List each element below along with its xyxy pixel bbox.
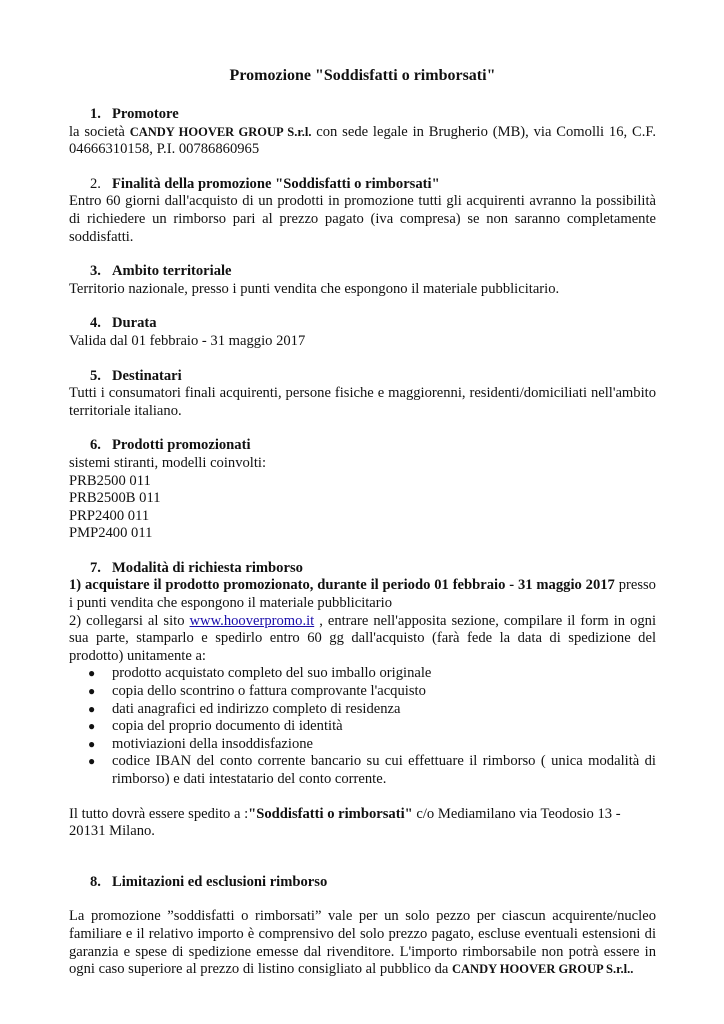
step-2-pre: 2) collegarsi al sito: [69, 612, 190, 629]
list-item: [69, 665, 656, 683]
list-item-text: prodotto acquistato completo del suo imballo originale: [112, 665, 432, 682]
model-item: PRB2500B 011: [69, 490, 161, 507]
step-2-post: , entrare nell'apposita sezione, compilare il form in ogni sua parte, stamparlo e spedirlo entro 60 gg dall'acquisto (farà fede la data di spedizione del prodotto) unitamente a:: [69, 612, 656, 664]
section-body: Territorio nazionale, presso i punti vendita che espongono il materiale pubblicitario.: [69, 280, 560, 297]
list-item: [69, 736, 656, 754]
section-heading: [90, 368, 656, 386]
list-item: [69, 683, 656, 701]
hooverpromo-link[interactable]: www.hooverpromo.it: [189, 612, 315, 629]
section-number: 2.: [90, 175, 101, 192]
section-ambito: [69, 263, 656, 298]
spacer: [69, 891, 656, 908]
shipping-bold: "Soddisfatti o rimborsati": [248, 805, 413, 822]
list-item-text: copia del proprio documento di identità: [112, 718, 343, 735]
section-heading: [90, 315, 656, 333]
section-heading: [90, 263, 656, 281]
bullet-icon: ●: [88, 684, 96, 699]
section-title: Promotore: [112, 106, 179, 122]
list-item-text: motiviazioni della insoddisfazione: [112, 735, 314, 752]
section-heading: [90, 560, 656, 578]
list-item: [69, 718, 656, 736]
body-text: La promozione ”soddisfatti o rimborsati” vale per un solo pezzo per ciascun acquirente/nucleo familiare e il relativo importo è comprensivo del solo prezzo pagato, escluse eventuali estensioni di garanzia e spese di spedizione emesse dal rivenditore. L'importo rimborsabile non potrà essere in ogni caso superiore al prezzo di listino consigliato al pubblico da: [69, 908, 656, 978]
section-title: Destinatari: [112, 367, 182, 384]
section-body: Entro 60 giorni dall'acquisto di un prodotti in promozione tutti gli acquirenti avranno la possibilità di richiedere un rimborso pari al prezzo pagato (iva compresa) se non saranno completamente soddisfatti.: [69, 193, 656, 245]
shipping-pre: Il tutto dovrà essere spedito a :: [69, 805, 249, 822]
list-item-text: codice IBAN del conto corrente bancario su cui effettuare il rimborso ( unica modalità di rimborso) e dati intestatario del conto corrente.: [112, 753, 656, 787]
section-body: Valida dal 01 febbraio - 31 maggio 2017: [69, 332, 306, 349]
step-1-rest: presso i punti vendita che espongono il materiale pubblicitario: [69, 577, 656, 612]
section-number: 3.: [90, 263, 101, 280]
section-number: 1.: [90, 106, 101, 122]
body-text: con sede legale in Brugherio (MB), via Comolli 16, C.F. 04666310158, P.I. 00786860965: [69, 123, 656, 158]
section-number: 7.: [90, 559, 101, 576]
section-body: [69, 908, 656, 978]
step-2: [69, 613, 656, 666]
section-heading: [90, 437, 656, 455]
section-modalita: [69, 560, 656, 841]
list-item: [69, 753, 656, 788]
model-item: PRP2400 011: [69, 507, 150, 524]
section-number: 5.: [90, 367, 101, 384]
required-documents-list: [69, 665, 656, 788]
list-item: [69, 701, 656, 719]
section-title: Limitazioni ed esclusioni rimborso: [112, 873, 328, 890]
section-title: Modalità di richiesta rimborso: [112, 559, 303, 576]
document-title: Promozione "Soddisfatti o rimborsati": [229, 67, 496, 84]
section-prodotti: [69, 437, 656, 543]
section-body: Tutti i consumatori finali acquirenti, persone fisiche e maggiorenni, residenti/domiciliati nell'ambito territoriale italiano.: [69, 385, 656, 419]
section-promotore: [69, 106, 656, 159]
document-page: [69, 66, 656, 996]
section-heading: [90, 106, 656, 124]
shipping-instructions: [69, 806, 656, 841]
spacer: [69, 841, 656, 874]
products-intro: sistemi stiranti, modelli coinvolti:: [69, 454, 267, 471]
bullet-icon: ●: [88, 701, 96, 716]
list-item-text: dati anagrafici ed indirizzo completo di residenza: [112, 700, 401, 717]
section-heading: [90, 176, 656, 194]
section-durata: [69, 315, 656, 350]
model-item: PRB2500 011: [69, 472, 151, 489]
shipping-post: c/o Mediamilano via Teodosio 13 - 20131 Milano.: [69, 805, 621, 840]
step-1: [69, 577, 656, 612]
section-finalita: [69, 176, 656, 246]
section-title: Durata: [112, 315, 157, 332]
section-number: 6.: [90, 437, 101, 454]
section-number: 4.: [90, 315, 101, 332]
section-title: Prodotti promozionati: [112, 437, 251, 454]
section-body: [69, 124, 656, 159]
spacer: [69, 789, 656, 806]
bullet-icon: ●: [88, 754, 96, 769]
company-name: CANDY HOOVER GROUP S.r.l.: [129, 124, 312, 139]
body-text: la società: [69, 123, 130, 140]
model-item: PMP2400 011: [69, 525, 153, 542]
section-title: Finalità della promozione "Soddisfatti o rimborsati": [112, 175, 440, 192]
bullet-icon: ●: [88, 666, 96, 681]
section-number: 8.: [90, 873, 101, 890]
company-name: CANDY HOOVER GROUP S.r.l..: [452, 962, 634, 977]
bullet-icon: ●: [88, 736, 96, 751]
bullet-icon: ●: [88, 719, 96, 734]
step-1-bold: 1) acquistare il prodotto promozionato, durante il periodo 01 febbraio - 31 maggio 2017: [69, 577, 615, 594]
section-heading: [90, 874, 656, 892]
list-item-text: copia dello scontrino o fattura comprovante l'acquisto: [112, 683, 426, 700]
section-destinatari: [69, 368, 656, 421]
section-limitazioni: [69, 874, 656, 979]
section-title: Ambito territoriale: [112, 263, 232, 280]
